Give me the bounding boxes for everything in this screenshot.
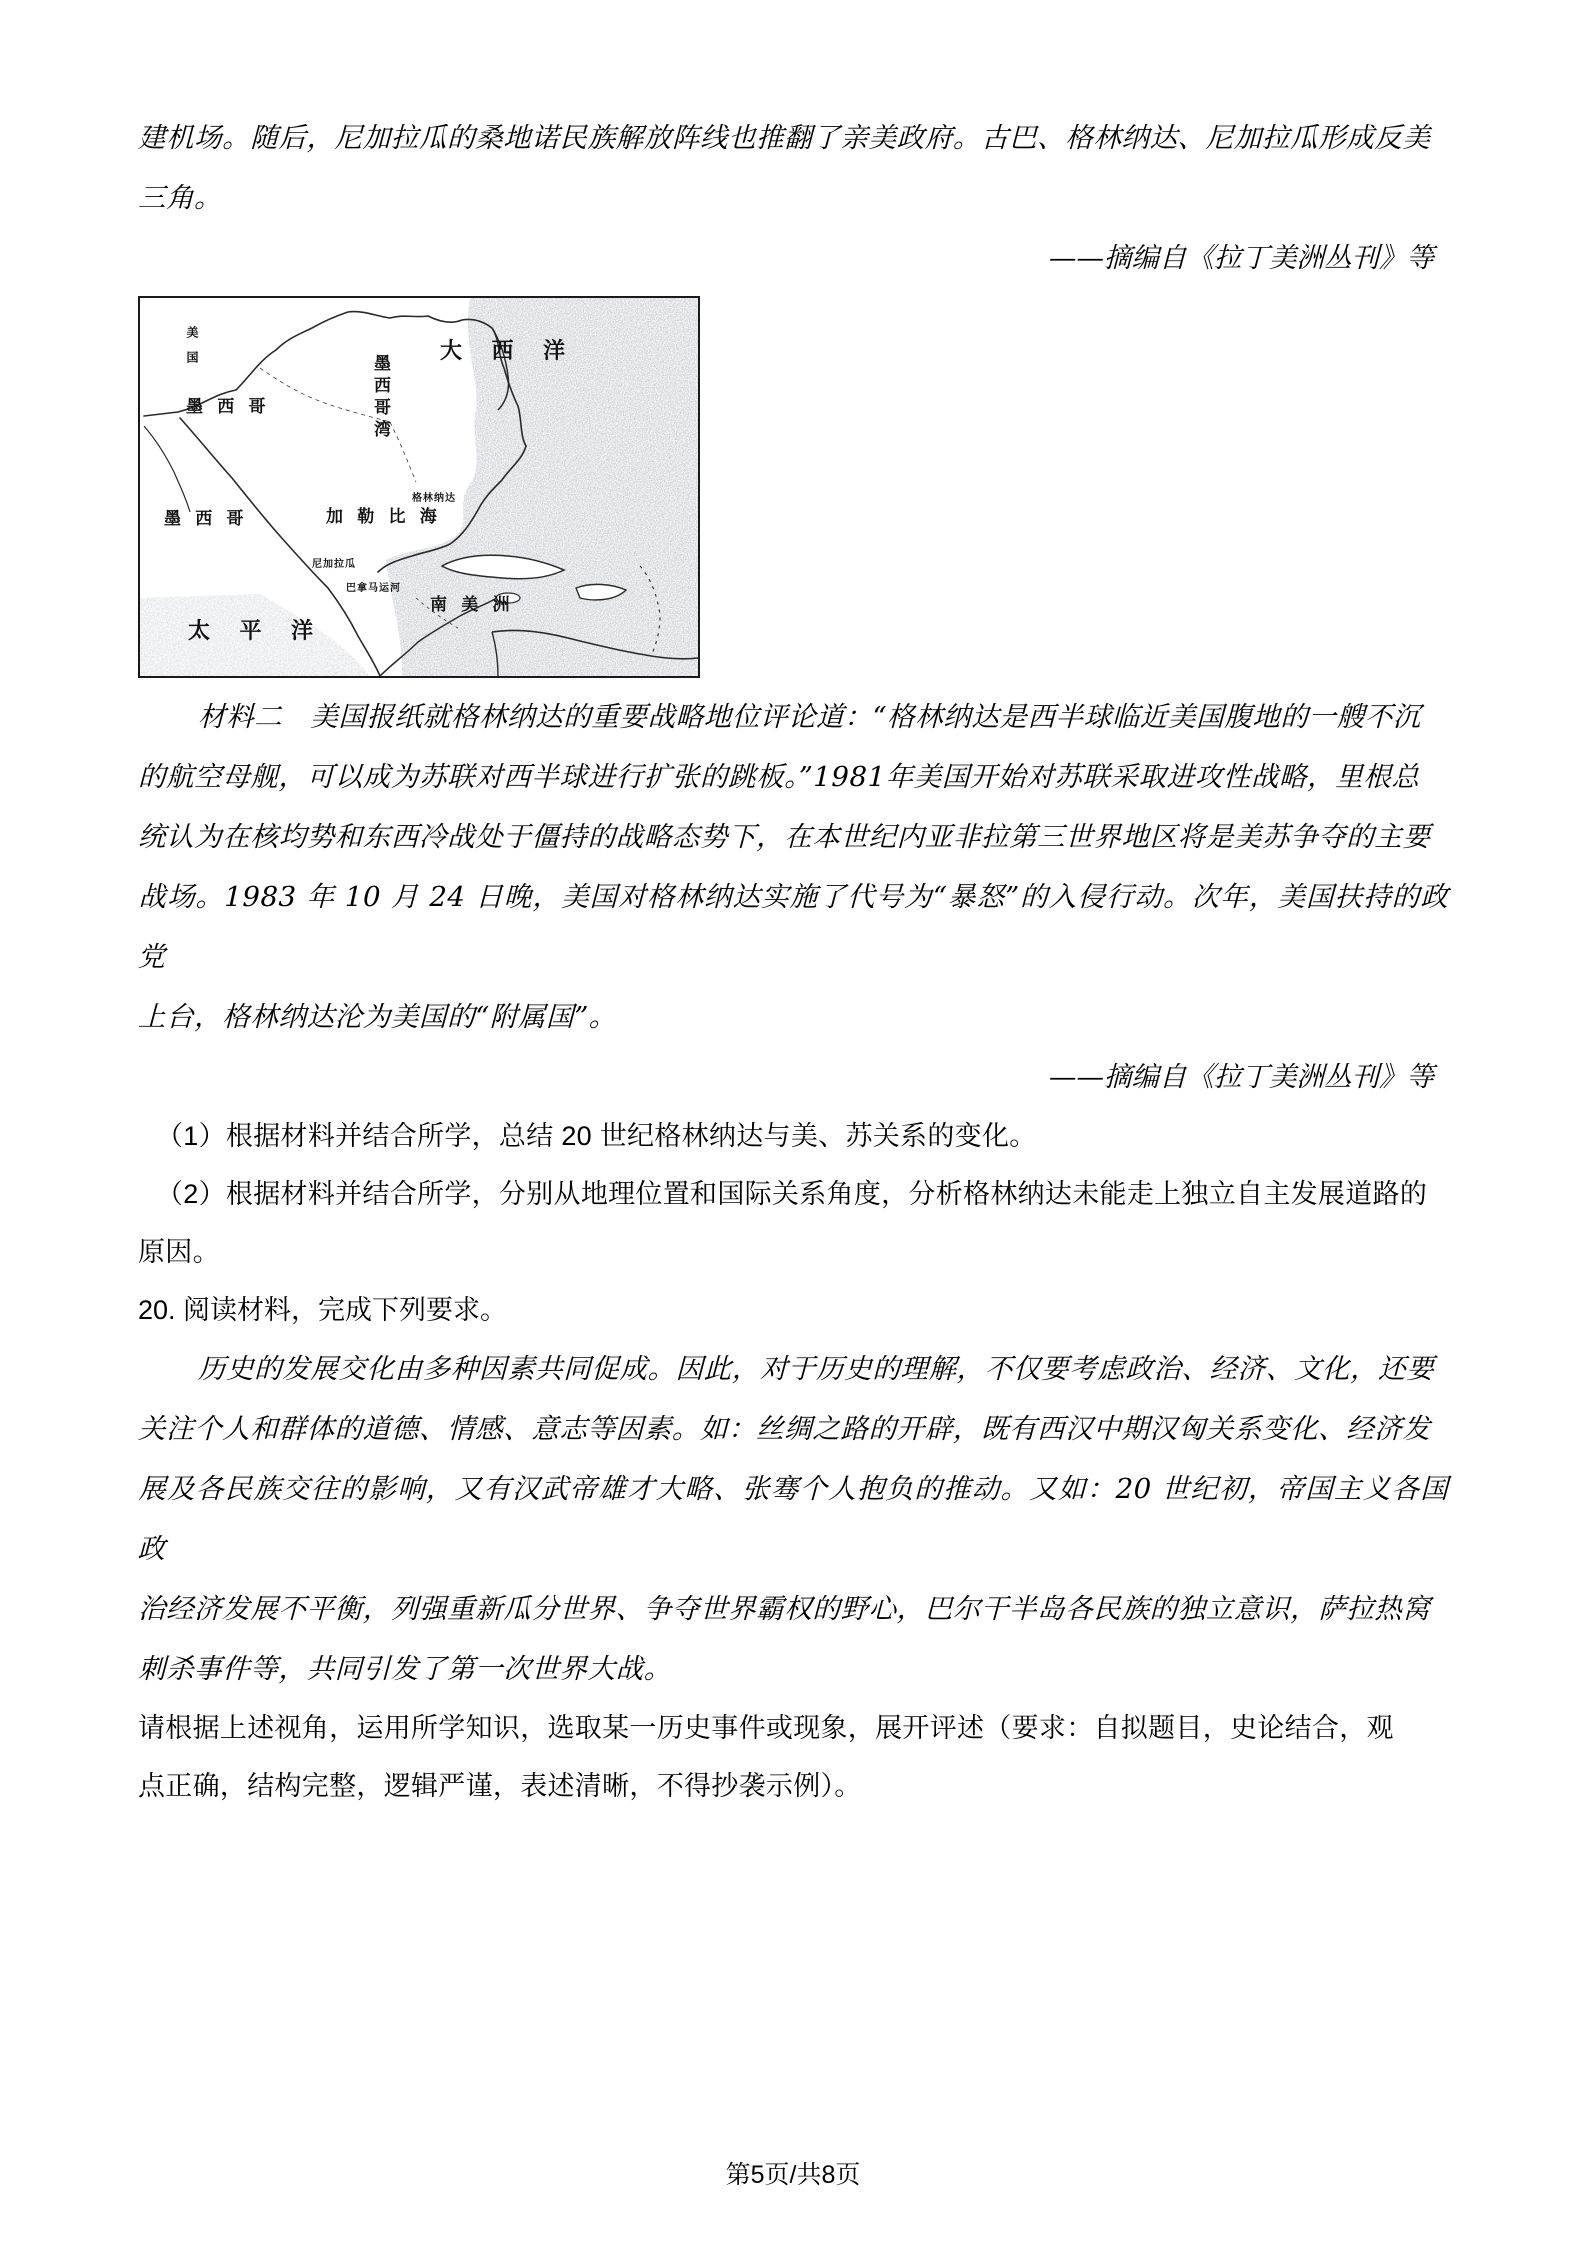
question-19-1-text: 根据材料并结合所学，总结 20 世纪格林纳达与美、苏关系的变化。 bbox=[225, 1121, 1037, 1151]
question-20-requirement-line-1: 请根据上述视角，运用所学知识，选取某一历史事件或现象，展开评述（要求：自拟题目，史论结合，观 bbox=[138, 1713, 1394, 1743]
material-two-line-5: 上台，格林纳达沦为美国的“附属国”。 bbox=[137, 1001, 618, 1033]
map-label-caribbean-sea: 加 勒 比 海 bbox=[326, 507, 442, 526]
question-20-body-line-4: 治经济发展不平衡，列强重新瓜分世界、争夺世界霸权的野心，巴尔干半岛各民族的独立意识，萨拉热窝 bbox=[137, 1593, 1431, 1625]
material-two-line-4: 战场。1983 年 10 月 24 日晚，美国对格林纳达实施了代号为“暴怒”的入侵行动。次年，美国扶持的政党 bbox=[137, 881, 1449, 973]
map-label-usa: 美 国 bbox=[185, 326, 199, 368]
page-content bbox=[138, 108, 1448, 1815]
map-label-gulf-of-mexico: 墨西哥湾 bbox=[371, 354, 390, 442]
map-label-mexico-upper: 墨 西 哥 bbox=[186, 397, 271, 416]
question-20-heading: 20. 阅读材料，完成下列要求。 bbox=[138, 1295, 508, 1325]
question-20-body-line-2: 关注个人和群体的道德、情感、意志等因素。如：丝绸之路的开辟，既有西汉中期汉匈关系变化、经济发 bbox=[137, 1413, 1431, 1445]
question-20-requirement-line-2: 点正确，结构完整，逻辑严谨，表述清晰，不得抄袭示例）。 bbox=[138, 1771, 862, 1801]
question-20-body-line-1: 历史的发展交化由多种因素共同促成。因此，对于历史的理解，不仅要考虑政治、经济、文化，还要 bbox=[197, 1353, 1435, 1385]
question-19-2-number: （2） bbox=[156, 1179, 226, 1209]
question-20-body-line-5: 刺杀事件等，共同引发了第一次世界大战。 bbox=[137, 1653, 673, 1685]
map-label-pacific-ocean: 太 平 洋 bbox=[188, 618, 326, 643]
map-frame bbox=[138, 296, 700, 678]
material-two-line-2: 的航空母舰，可以成为苏联对西半球进行扩张的跳板。”1981年美国开始对苏联采取进攻性战略，里根总 bbox=[137, 761, 1420, 793]
map-figure bbox=[138, 296, 1448, 681]
page-footer: 第5页/共8页 bbox=[725, 2161, 861, 2189]
material-one-line-1: 建机场。随后，尼加拉瓜的桑地诺民族解放阵线也推翻了亲美政府。古巴、格林纳达、尼加拉瓜形成反美 bbox=[137, 122, 1431, 154]
question-19-2 bbox=[138, 1165, 1448, 1223]
question-19-1 bbox=[138, 1107, 1448, 1165]
material-two-line-3: 统认为在核均势和东西冷战处于僵持的战略态势下，在本世纪内亚非拉第三世界地区将是美苏争夺的主要 bbox=[137, 821, 1431, 853]
question-19-2-cont: 原因。 bbox=[138, 1237, 220, 1267]
material-one-line-2: 三角。 bbox=[137, 182, 223, 214]
map-label-south-america: 南 美 洲 bbox=[430, 595, 515, 614]
question-20-body-line-3: 展及各民族交往的影响，又有汉武帝雄才大略、张骞个人抱负的推动。又如：20 世纪初，帝国主义各国政 bbox=[137, 1473, 1449, 1565]
map-label-nicaragua: 尼加拉瓜 bbox=[312, 559, 356, 570]
question-19-1-number: （1） bbox=[156, 1121, 226, 1151]
material-two-citation: ——摘编自《拉丁美洲丛刊》等 bbox=[1048, 1061, 1435, 1093]
map-label-panama-canal: 巴拿马运河 bbox=[346, 583, 401, 594]
map-label-grenada: 格林纳达 bbox=[412, 493, 456, 504]
map-label-atlantic-ocean: 大 西 洋 bbox=[440, 338, 578, 363]
material-one-citation: ——摘编自《拉丁美洲丛刊》等 bbox=[1048, 242, 1435, 274]
map-label-mexico-lower: 墨 西 哥 bbox=[164, 509, 249, 528]
question-19-2-text-line-1: 根据材料并结合所学，分别从地理位置和国际关系角度，分析格林纳达未能走上独立自主发展道路的 bbox=[225, 1179, 1428, 1209]
material-two-line-1: 材料二 美国报纸就格林纳达的重要战略地位评论道：“格林纳达是西半球临近美国腹地的一艘不沉 bbox=[197, 701, 1422, 733]
